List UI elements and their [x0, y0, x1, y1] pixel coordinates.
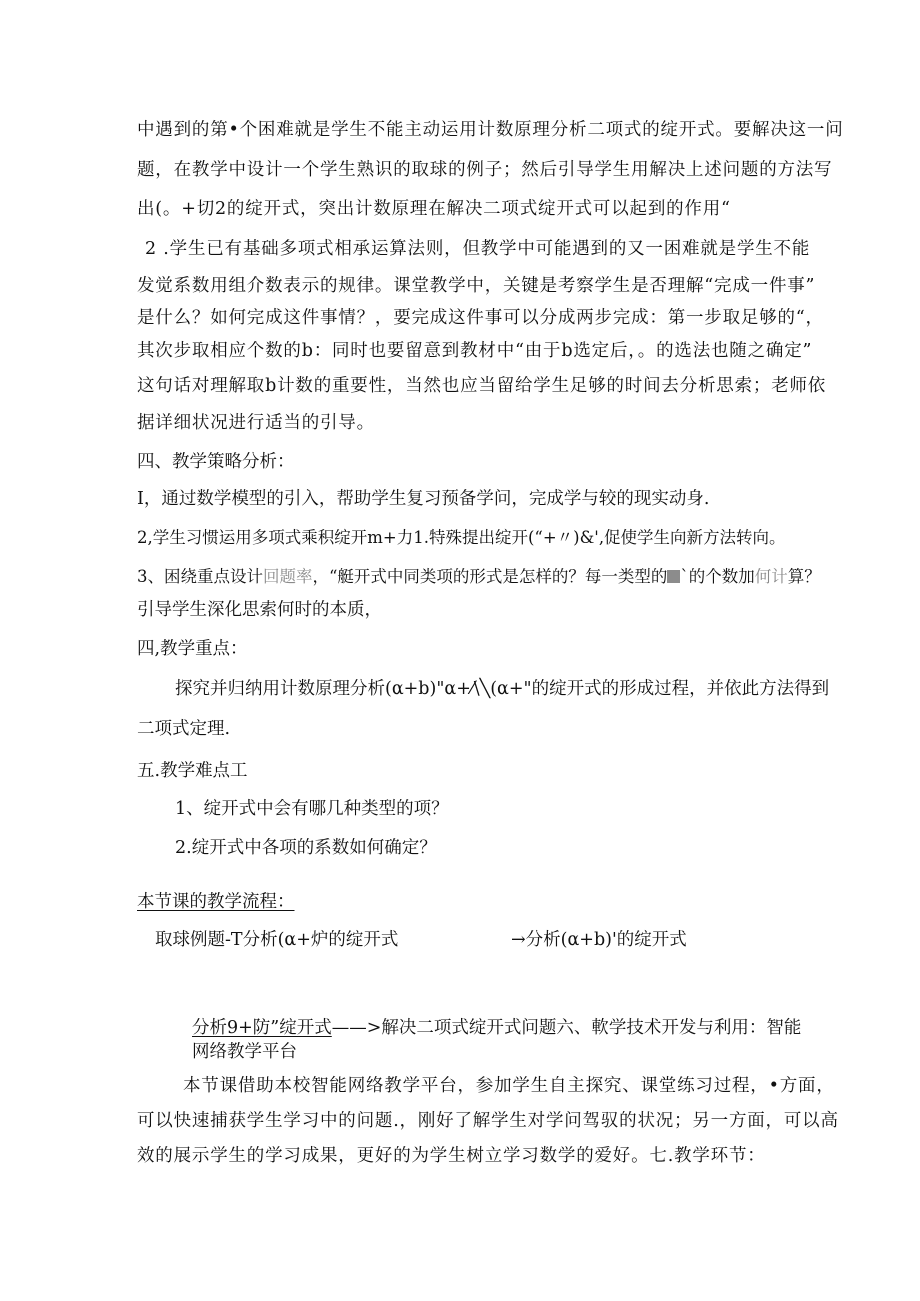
paragraph-2-line-2: 发觉系数用组介数表示的规律。课堂教学中，关键是考察学生是否理解“完成一件事”: [137, 276, 816, 296]
flow-step-3-underlined: 分析9+防”绽开式: [192, 1018, 332, 1038]
gray-block-mark: [667, 570, 680, 583]
keypoint-line-1: 探究并归纳用计数原理分析(α+b)"α+⁄\╲(α+"的绽开式的形成过程，并依此方法得到: [175, 679, 830, 699]
paragraph-2-line-5: 这句话对理解取b计数的重要性，当然也应当留给学生足够的时间去分析思索；老师依: [137, 376, 827, 396]
keypoint-line-2: 二项式定理.: [137, 719, 231, 739]
section-5-heading: 五.教学难点工: [137, 761, 248, 781]
paragraph-2-line-4: 其次步取相应个数的b：同时也要留意到教材中“由于b选定后，。的选法也随之确定”: [137, 341, 813, 361]
strategy-item-3: [137, 565, 821, 589]
paragraph-1-line-3: 出(。+切2的绽开式，突出计数原理在解决二项式绽开式可以起到的作用“: [137, 199, 731, 219]
final-paragraph-line-3: 效的展示学生的学习成果，更好的为学生树立学习数学的爱好。七.教学环节：: [137, 1146, 766, 1166]
strategy-3-part-f: 何计: [754, 567, 788, 586]
paragraph-1-line-1: 中遇到的第•个困难就是学生不能主动运用计数原理分析二项式的绽开式。要解决这一问: [137, 120, 844, 140]
strategy-item-1: I，通过数学模型的引入，帮助学生复习预备学问，完成学与较的现实动身.: [137, 489, 710, 509]
final-paragraph-line-2: 可以快速捕获学生学习中的问题.，刚好了解学生对学问驾驭的状况；另一方面，可以高: [137, 1111, 839, 1131]
paragraph-2-line-6: 据详细状况进行适当的引导。: [137, 413, 375, 433]
strategy-3-part-g: 算？: [787, 567, 821, 586]
strategy-item-2: 2,学生习惯运用多项式乘积绽开m+力1.特殊提出绽开(“+〃)&',促使学生向新方法转向。: [137, 528, 786, 547]
difficulty-item-2: 2.绽开式中各项的系数如何确定？: [175, 838, 437, 858]
flow-step-3-rest: ——>解决二项式绽开式问题六、軟学技术开发与利用：智能: [331, 1018, 802, 1038]
difficulty-item-1: 1、绽开式中会有哪几种类型的项？: [175, 799, 449, 819]
strategy-3-part-e: 个数加: [705, 567, 755, 586]
strategy-3-continuation: 引导学生深化思索何时的本质，: [137, 600, 382, 620]
flow-step-3: [192, 1016, 801, 1040]
paragraph-2-line-1: 2 .学生已有基础多项式相承运算法则，但教学中可能遇到的又一困难就是学生不能: [145, 239, 811, 259]
strategy-3-part-a: 3、困绕重点设计: [137, 567, 263, 586]
paragraph-1-line-2: 题，在教学中设计一个学生熟识的取球的例子；然后引导学生用解决上述问题的方法写: [137, 160, 833, 180]
flow-heading: 本节课的教学流程：: [137, 892, 295, 912]
flow-step-2: →分析(α+b)'的绽开式: [511, 930, 687, 950]
strategy-3-part-d: `的: [680, 567, 706, 586]
section-4-heading: 四、教学策略分析：: [137, 452, 295, 472]
strategy-3-part-c: ，“艇开式中同类项的形式是怎样的？每一类型的: [312, 567, 668, 586]
strategy-3-part-b: 回题率: [263, 567, 313, 586]
section-4b-heading: 四,教学重点：: [137, 639, 248, 659]
flow-step-3-line-2: 网络教学平台: [192, 1042, 297, 1062]
flow-step-1: 取球例题-T分析(α+炉的绽开式: [155, 930, 399, 950]
paragraph-2-line-3: 是什么？如何完成这件事情？，要完成这件事可以分成两步完成：第一步取足够的“，: [137, 308, 824, 328]
final-paragraph-line-1: 本节课借助本校智能网络教学平台，参加学生自主探究、课堂练习过程，•方面，: [183, 1076, 835, 1096]
